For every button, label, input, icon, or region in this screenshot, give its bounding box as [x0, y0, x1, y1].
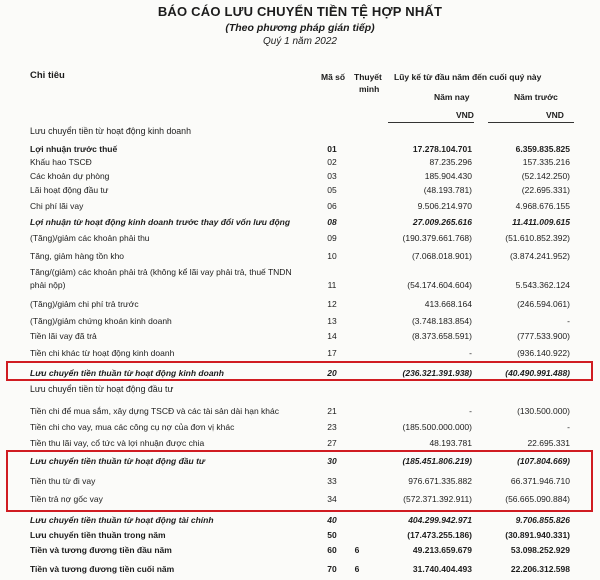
row-code: 08: [327, 217, 337, 227]
table-row: [0, 330, 600, 343]
header-accumulated: Lũy kế từ đầu năm đến cuối quý này: [394, 72, 542, 82]
row-code: 20: [327, 368, 337, 378]
row-value-last-year: 22.206.312.598: [510, 564, 570, 574]
row-code: 40: [327, 515, 337, 525]
row-label: Lãi hoạt động đầu tư: [30, 185, 109, 195]
table-row: [0, 266, 600, 279]
row-label: Tiền thu từ đi vay: [30, 476, 96, 486]
row-label: Tăng/(giảm) các khoản phải trả (không kể lãi vay phải trả, thuế TNDN: [30, 267, 292, 277]
row-code: 06: [327, 201, 337, 211]
row-value-last-year: (777.533.900): [517, 331, 570, 341]
row-code: 50: [327, 530, 337, 540]
highlight-investing-financing: [6, 450, 593, 512]
table-row: [0, 437, 600, 450]
row-value-last-year: (246.594.061): [517, 299, 570, 309]
row-value-this-year: (190.379.661.768): [402, 233, 472, 243]
header-indicator: Chỉ tiêu: [30, 70, 65, 81]
row-label: Lợi nhuận từ hoạt động kinh doanh trước thay đổi vốn lưu động: [30, 217, 291, 227]
row-note: 6: [354, 545, 360, 555]
row-label: Lưu chuyển tiền thuần trong năm: [30, 530, 166, 540]
row-value-last-year: 53.098.252.929: [510, 545, 570, 555]
row-label: Tiền chi để mua sắm, xây dựng TSCĐ và các tài sản dài hạn khác: [30, 406, 280, 416]
row-value-this-year: 87.235.296: [429, 157, 472, 167]
report-period: Quý 1 năm 2022: [263, 36, 337, 47]
report-subtitle: (Theo phương pháp gián tiếp): [225, 22, 375, 34]
table-row: [0, 143, 600, 156]
report-title: BÁO CÁO LƯU CHUYỂN TIỀN TỆ HỢP NHẤT: [157, 4, 443, 19]
row-code: 13: [327, 316, 337, 326]
row-value-last-year: 157.335.216: [522, 157, 570, 167]
row-code: 09: [327, 233, 337, 243]
row-value-last-year: 11.411.009.615: [512, 217, 570, 227]
table-row: [0, 156, 600, 169]
row-value-last-year: 9.706.855.826: [515, 515, 570, 525]
table-row: [0, 529, 600, 542]
row-value-this-year: (572.371.392.911): [403, 494, 472, 504]
row-code: 05: [327, 185, 337, 195]
row-label: Lưu chuyển tiền thuần từ hoạt động đầu tư: [30, 456, 205, 466]
row-value-this-year: 27.009.265.616: [412, 217, 472, 227]
row-label: Lưu chuyển tiền từ hoạt động kinh doanh: [30, 126, 191, 136]
row-value-this-year: -: [469, 348, 472, 358]
row-value-this-year: (185.500.000.000): [402, 422, 472, 432]
row-code: 02: [327, 157, 337, 167]
table-row: [0, 563, 600, 576]
row-value-this-year: 49.213.659.679: [412, 545, 472, 555]
row-value-last-year: (3.874.241.952): [509, 251, 570, 261]
row-value-this-year: (236.321.391.938): [402, 368, 472, 378]
row-value-this-year: (3.748.183.854): [411, 316, 472, 326]
header-unit-prev: VND: [546, 110, 564, 120]
row-code: 01: [327, 144, 337, 154]
header-last-year: Năm trước: [514, 92, 558, 102]
table-row: [0, 544, 600, 557]
table-row: [0, 421, 600, 434]
header-underline-cur: [388, 122, 474, 123]
row-label: Các khoản dự phòng: [30, 171, 110, 181]
row-value-last-year: 4.968.676.155: [515, 201, 570, 211]
row-label: Khấu hao TSCĐ: [30, 157, 92, 167]
row-value-last-year: (936.140.922): [517, 348, 570, 358]
table-row: [0, 170, 600, 183]
row-value-this-year: 31.740.404.493: [412, 564, 472, 574]
row-code: 03: [327, 171, 337, 181]
row-value-last-year: (52.142.250): [521, 171, 570, 181]
header-note-line1: Thuyết: [354, 72, 382, 82]
row-value-this-year: 976.671.335.882: [408, 476, 472, 486]
row-value-last-year: 5.543.362.124: [515, 280, 570, 290]
row-value-last-year: 6.359.835.825: [515, 144, 570, 154]
row-value-last-year: 66.371.946.710: [510, 476, 570, 486]
row-value-last-year: 22.695.331: [527, 438, 570, 448]
row-label: Lưu chuyển tiền từ hoạt động đầu tư: [30, 384, 174, 394]
row-code: 21: [327, 406, 337, 416]
row-label: Tiền và tương đương tiền đầu năm: [30, 545, 172, 555]
table-row: [0, 184, 600, 197]
row-code: 34: [327, 494, 337, 504]
row-label: Tiền trả nợ gốc vay: [30, 494, 103, 504]
header-code: Mã số: [321, 72, 346, 82]
table-row: [0, 315, 600, 328]
header-unit-cur: VND: [456, 110, 474, 120]
table-row: [0, 383, 600, 396]
table-row: [0, 347, 600, 360]
row-value-last-year: (30.891.940.331): [505, 530, 570, 540]
row-code: 11: [327, 280, 337, 290]
row-value-this-year: (54.174.604.604): [407, 280, 472, 290]
row-label: Tiền thu lãi vay, cổ tức và lợi nhuận được chia: [30, 438, 205, 448]
row-label: Tiền lãi vay đã trả: [30, 331, 97, 341]
row-code: 23: [327, 422, 337, 432]
row-label: (Tăng)/giảm chi phí trả trước: [30, 299, 139, 309]
header-note-line2: minh: [359, 84, 380, 94]
row-label: Lưu chuyển tiền thuần từ hoạt động kinh doanh: [30, 368, 224, 378]
row-code: 27: [327, 438, 337, 448]
row-value-last-year: (22.695.331): [521, 185, 570, 195]
row-value-last-year: -: [567, 316, 570, 326]
row-code: 30: [327, 456, 337, 466]
table-row: [0, 405, 600, 418]
row-label: Tiền chi khác từ hoạt động kinh doanh: [30, 348, 175, 358]
row-value-this-year: 185.904.430: [424, 171, 472, 181]
row-label: Tiền và tương đương tiền cuối năm: [30, 564, 175, 574]
row-value-this-year: (185.451.806.219): [402, 456, 472, 466]
row-value-this-year: (17.473.255.186): [407, 530, 472, 540]
row-value-last-year: -: [567, 422, 570, 432]
row-value-last-year: (40.490.991.488): [505, 368, 570, 378]
table-row: [0, 250, 600, 263]
row-label: phải nộp): [30, 280, 66, 290]
header-underline-prev: [488, 122, 574, 123]
row-value-this-year: 17.278.104.701: [412, 144, 472, 154]
row-value-this-year: 413.668.164: [424, 299, 472, 309]
row-value-this-year: (48.193.781): [423, 185, 472, 195]
row-value-this-year: -: [469, 406, 472, 416]
table-row: [0, 216, 600, 229]
row-value-this-year: 9.506.214.970: [417, 201, 472, 211]
row-value-this-year: 404.299.942.971: [408, 515, 472, 525]
row-note: 6: [354, 564, 360, 574]
row-value-last-year: (56.665.090.884): [505, 494, 570, 504]
row-code: 10: [327, 251, 337, 261]
table-row: [0, 279, 600, 292]
row-code: 12: [327, 299, 337, 309]
row-label: (Tăng)/giảm các khoản phải thu: [30, 233, 150, 243]
table-row: [0, 125, 600, 138]
row-value-this-year: 48.193.781: [429, 438, 472, 448]
row-label: Chi phí lãi vay: [30, 201, 84, 211]
row-value-this-year: (8.373.658.591): [411, 331, 472, 341]
row-label: (Tăng)/giảm chứng khoán kinh doanh: [30, 316, 172, 326]
table-row: [0, 298, 600, 311]
row-code: 17: [327, 348, 337, 358]
table-row: [0, 514, 600, 527]
highlight-operating-net: [6, 361, 593, 381]
table-row: [0, 232, 600, 245]
row-label: Tăng, giảm hàng tồn kho: [30, 251, 125, 261]
row-label: Tiền chi cho vay, mua các công cụ nợ của đơn vị khác: [30, 422, 235, 432]
row-value-last-year: (51.610.852.392): [505, 233, 570, 243]
table-row: [0, 200, 600, 213]
row-label: Lưu chuyển tiền thuần từ hoạt động tài chính: [30, 515, 214, 525]
header-this-year: Năm nay: [434, 92, 470, 102]
row-code: 33: [327, 476, 337, 486]
row-code: 60: [327, 545, 337, 555]
row-value-last-year: (130.500.000): [517, 406, 570, 416]
row-code: 14: [327, 331, 337, 341]
row-value-this-year: (7.068.018.901): [411, 251, 472, 261]
row-value-last-year: (107.804.669): [517, 456, 570, 466]
row-label: Lợi nhuận trước thuế: [30, 144, 118, 154]
row-code: 70: [327, 564, 337, 574]
